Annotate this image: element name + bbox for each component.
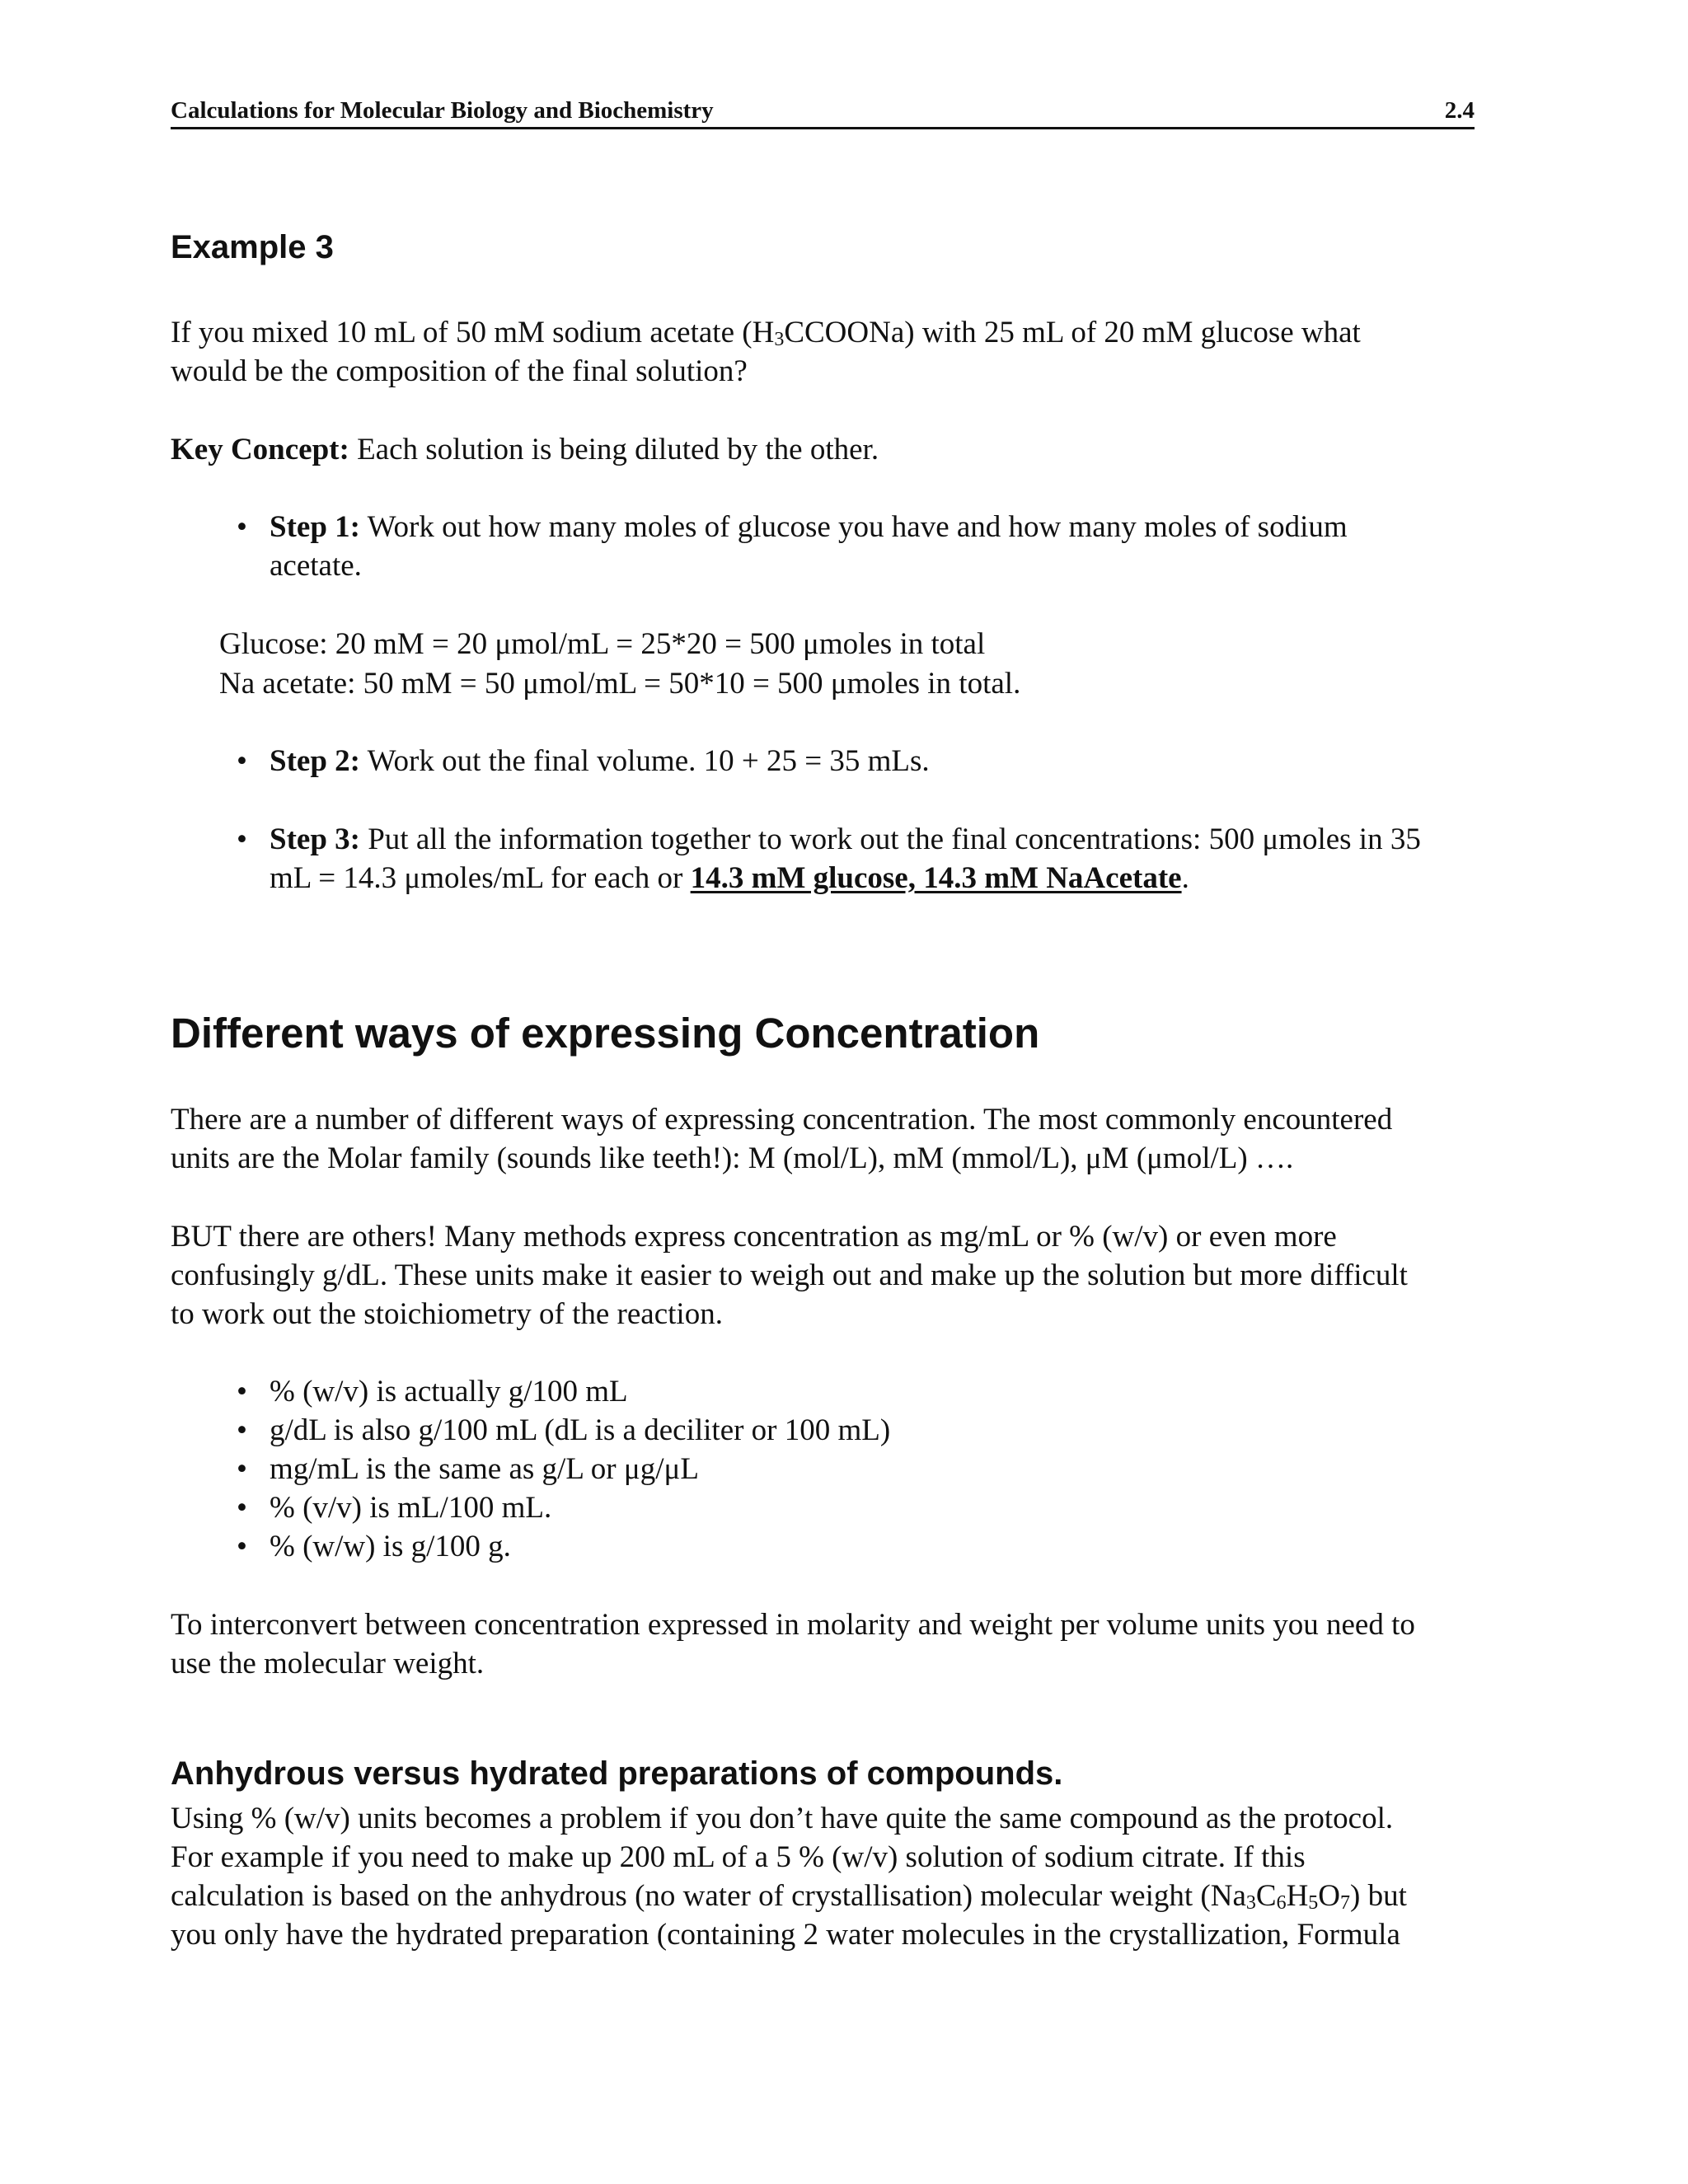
bullet-symbol: • [237,1413,247,1447]
list-item: • Step 3: Put all the information together to work out the final concentrations: 500 μmoles in 35 mL = 14.3 μmoles/mL for each or 14.3 mM glucose, 14.3 mM NaAcetate. [171,820,1522,898]
running-header [171,96,1475,129]
step-2 [171,742,1522,780]
step-1 [171,508,1522,585]
glucose-calculation: Glucose: 20 mM = 20 μmol/mL = 25*20 = 500 μmoles in total [219,627,986,661]
step-3 [171,820,1522,898]
concentration-paragraph-1: There are a number of different ways of expressing concentration. The most commonly encountered units are the Molar family (sounds like teeth!): M (mol/L), mM (mmol/L), μM (μmol/L) …. [171,1103,1393,1175]
anhydrous-heading: Anhydrous versus hydrated preparations of compounds. [171,1755,1063,1792]
final-answer: 14.3 mM glucose, 14.3 mM NaAcetate [690,861,1182,895]
list-item: • Step 1: Work out how many moles of glucose you have and how many moles of sodium acetate. [171,508,1522,585]
list-item: • Step 2: Work out the final volume. 10 + 25 = 35 mLs. [171,742,1522,780]
list-item: • % (w/w) is g/100 g. [171,1527,1522,1566]
anhydrous-paragraph: Using % (w/v) units becomes a problem if you don’t have quite the same compound as the protocol. For example if you need to make up 200 mL of a 5 % (w/v) solution of sodium citrate. If this calculation is based on the anhydrous (no water of crystallisation) molecular weight $(Na_3C_6H_5O_7)$ but you only have the hydrated preparation (containing 2 water molecules in the crystallization, Formula [171,1802,1407,1952]
acetate-calculation: Na acetate: 50 mM = 50 μmol/mL = 50*10 = 500 μmoles in total. [219,667,1021,701]
concentration-paragraph-2: BUT there are others! Many methods express concentration as mg/mL or % (w/v) or even more confusingly g/dL. These units make it easier to weigh out and make up the solution but more difficult to work out the stoichiometry of the reaction. [171,1220,1408,1331]
list-item: • mg/mL is the same as g/L or μg/μL [171,1450,1522,1488]
header-page-number: 2.4 [1444,97,1475,124]
list-item: • g/dL is also g/100 mL (dL is a deciliter or 100 mL) [171,1411,1522,1450]
bullet-symbol: • [237,823,247,856]
key-concept: Key Concept: Each solution is being diluted by the other. [171,433,879,466]
units-list [171,1372,1522,1566]
list-item: • % (v/v) is mL/100 mL. [171,1488,1522,1527]
header-title: Calculations for Molecular Biology and Biochemistry [171,97,714,124]
bullet-symbol: • [237,1375,247,1408]
bullet-symbol: • [237,1530,247,1563]
bullet-symbol: • [237,510,247,544]
concentration-heading: Different ways of expressing Concentration [171,1010,1040,1057]
example-question: If you mixed 10 mL of 50 mM sodium acetate $(H_3CCOONa)$ with 25 mL of 20 mM glucose what would be the composition of the final solution? [171,316,1361,388]
list-item: • % (w/v) is actually g/100 mL [171,1372,1522,1411]
concentration-paragraph-3: To interconvert between concentration expressed in molarity and weight per volume units you need to use the molecular weight. [171,1608,1415,1680]
bullet-symbol: • [237,1452,247,1486]
bullet-symbol: • [237,1491,247,1525]
example-heading: Example 3 [171,229,334,265]
bullet-symbol: • [237,744,247,778]
